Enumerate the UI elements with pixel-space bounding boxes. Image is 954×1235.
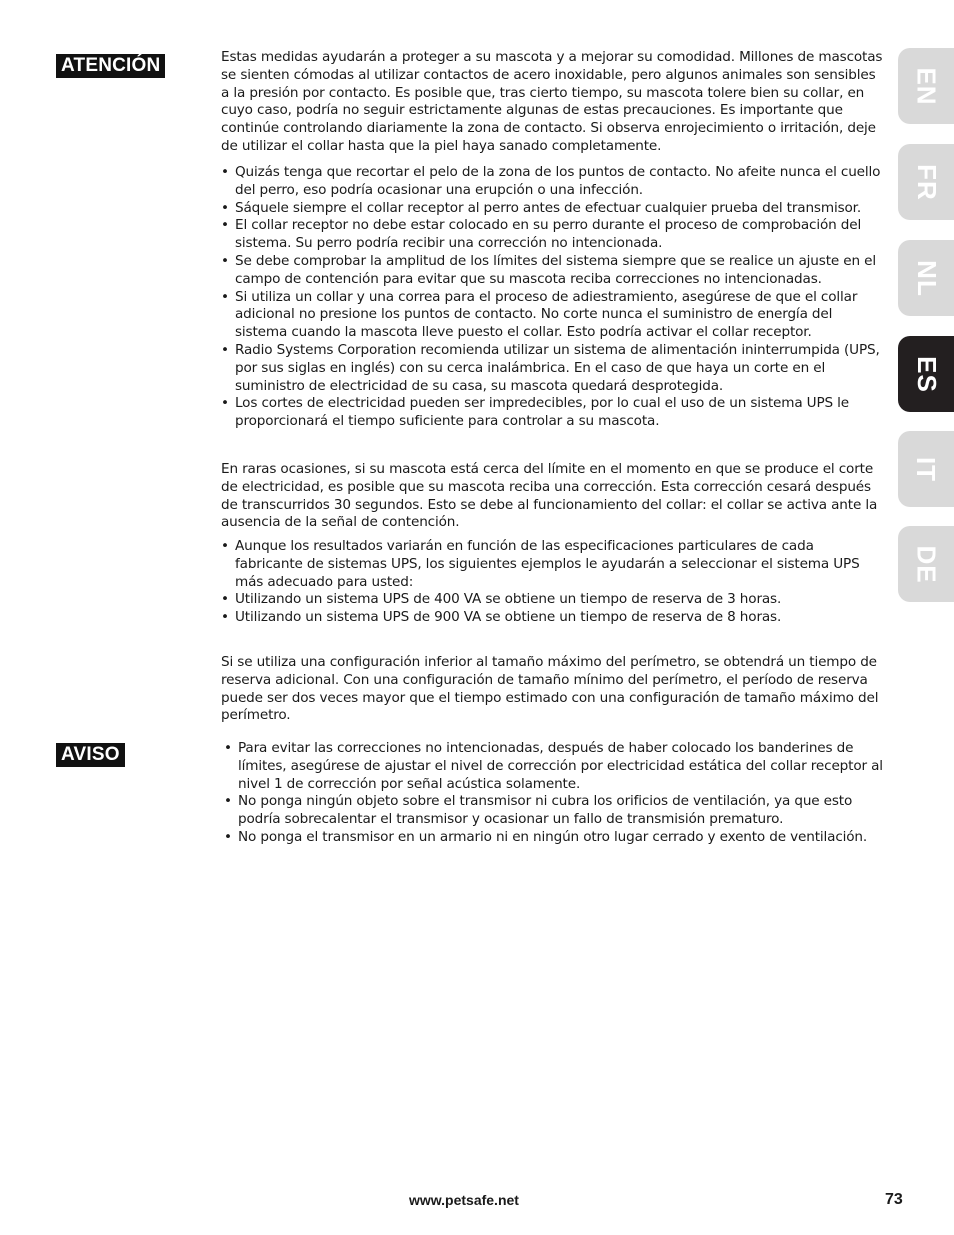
- tab-nl[interactable]: [898, 240, 954, 316]
- tab-it[interactable]: [898, 431, 954, 507]
- tab-label: NL: [911, 259, 942, 297]
- tab-en[interactable]: [898, 48, 954, 124]
- list-item: • El collar receptor no debe estar colocado en su perro durante el proceso de comprobación del sistema. Su perro podría recibir una corrección no intencionada.: [221, 217, 885, 253]
- ups-list: [221, 538, 885, 627]
- list-item: • Si utiliza un collar y una correa para el proceso de adiestramiento, asegúrese de que el collar adicional no presione los puntos de contacto. No corte nunca el suministro de energía del sistema cuando la mascota lleve puesto el collar. Esto podría activar el collar receptor.: [221, 289, 885, 342]
- list-item: • No ponga ningún objeto sobre el transmisor ni cubra los orificios de ventilación, ya que esto podría sobrecalentar el transmisor y ocasionar un fallo de transmisión prematuro.: [224, 793, 888, 829]
- list-item: • Sáquele siempre el collar receptor al perro antes de efectuar cualquier prueba del transmisor.: [221, 200, 885, 218]
- tab-label: EN: [911, 66, 942, 106]
- list-item: • Para evitar las correcciones no intencionadas, después de haber colocado los banderines de límites, asegúrese de ajustar el nivel de corrección por electricidad estática del collar receptor al nivel 1 de corrección por señal acústica solamente.: [224, 740, 888, 793]
- tab-de[interactable]: [898, 526, 954, 602]
- tab-label: ES: [911, 355, 942, 393]
- list-item: • Aunque los resultados variarán en función de las especificaciones particulares de cada fabricante de sistemas UPS, los siguientes ejemplos le ayudarán a seleccionar el sistema UPS más adecuado para usted:: [221, 538, 885, 591]
- tab-label: DE: [911, 544, 942, 584]
- list-item: • Quizás tenga que recortar el pelo de la zona de los puntos de contacto. No afeite nunca el cuello del perro, eso podría ocasionar una erupción o una infección.: [221, 164, 885, 200]
- perimeter-paragraph: [221, 654, 885, 725]
- tab-label: IT: [911, 456, 942, 482]
- list-item: • No ponga el transmisor en un armario ni en ningún otro lugar cerrado y exento de ventilación.: [224, 829, 888, 847]
- list-item: • Radio Systems Corporation recomienda utilizar un sistema de alimentación ininterrumpida (UPS, por sus siglas en inglés) con su cerca inalámbrica. En el caso de que haya un corte en el suministro de electricidad de su casa, su mascota quedará desprotegida.: [221, 342, 885, 395]
- notice-list: [224, 740, 888, 847]
- list-item: • Utilizando un sistema UPS de 900 VA se obtiene un tiempo de reserva de 8 horas.: [221, 609, 885, 627]
- tab-label: FR: [911, 163, 942, 201]
- tab-fr[interactable]: [898, 144, 954, 220]
- page-number: 73: [885, 1191, 903, 1208]
- notice-label: AVISO: [56, 743, 125, 767]
- attention-label: ATENCIÓN: [56, 54, 165, 78]
- intro-text: Estas medidas ayudarán a proteger a su mascota y a mejorar su comodidad. Millones de mascotas se sienten cómodas al utilizar contactos de acero inoxidable, pero algunos animales son sensibles a la presión por contacto. Es posible que, tras cierto tiempo, su mascota tolere bien su collar, en cuyo caso, podría no seguir estrictamente algunas de estas precauciones. Es importante que continúe controlando diariamente la zona de contacto. Si observa enrojecimiento o irritación, deje de utilizar el collar hasta que la piel haya sanado completamente.: [221, 49, 883, 154]
- list-item: • Utilizando un sistema UPS de 400 VA se obtiene un tiempo de reserva de 3 horas.: [221, 591, 885, 609]
- list-item: • Se debe comprobar la amplitud de los límites del sistema siempre que se realice un ajuste en el campo de contención para evitar que su mascota reciba correcciones no intencionadas.: [221, 253, 885, 289]
- perimeter-text: Si se utiliza una configuración inferior al tamaño máximo del perímetro, se obtendrá un tiempo de reserva adicional. Con una configuración de tamaño mínimo del perímetro, el período de reserva puede ser dos veces mayor que el tiempo estimado con una configuración de tamaño máximo del perímetro.: [221, 654, 879, 724]
- power-outage-paragraph: [221, 461, 885, 532]
- intro-paragraph: [221, 49, 885, 156]
- list-item: • Los cortes de electricidad pueden ser impredecibles, por lo cual el uso de un sistema UPS le proporcionará el tiempo suficiente para controlar a su mascota.: [221, 395, 885, 431]
- footer-url[interactable]: www.petsafe.net: [409, 1192, 519, 1208]
- tab-es[interactable]: [898, 336, 954, 412]
- precautions-list: [221, 164, 885, 431]
- power-outage-text: En raras ocasiones, si su mascota está cerca del límite en el momento en que se produce el corte de electricidad, es posible que su mascota reciba una corrección. Esta corrección cesará después de transcurridos 30 segundos. Esto se debe al funcionamiento del collar: el collar se activa ante la ausencia de la señal de contención.: [221, 461, 878, 531]
